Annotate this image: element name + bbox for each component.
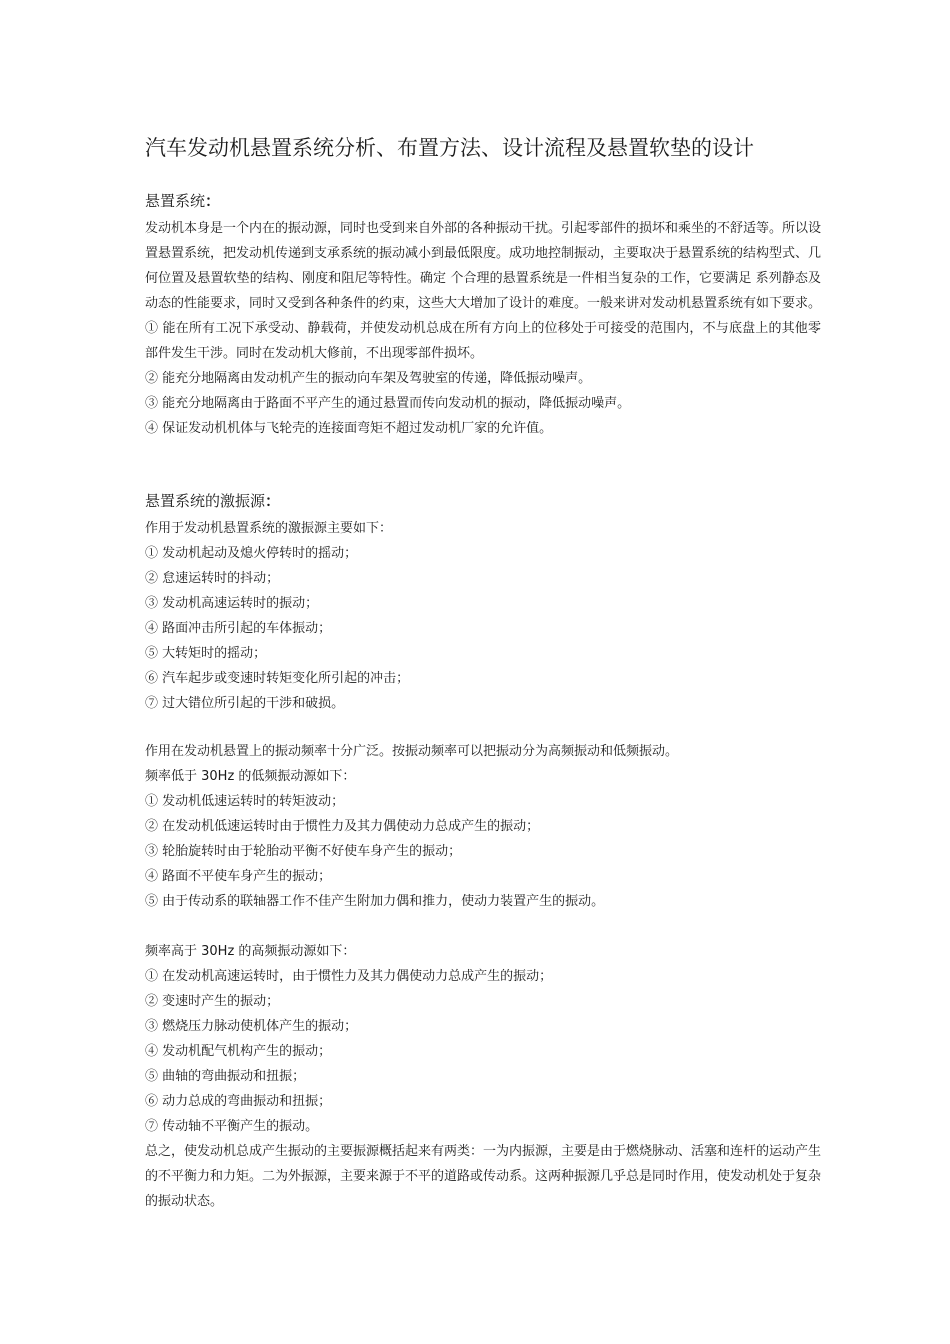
low-frequency-heading (145, 764, 821, 789)
low-frequency-value: 30Hz (201, 769, 235, 784)
section-heading (145, 490, 821, 516)
high-frequency-value: 30Hz (201, 944, 235, 959)
section-heading (145, 190, 821, 216)
item-text: 在发动机低速运转时由于惯性力及其力偶使动力总成产生的振动； (162, 819, 540, 834)
section-heading-text: 悬置系统 (145, 192, 206, 210)
item-number: ① (145, 321, 159, 336)
item-number: ⑥ (145, 1094, 159, 1109)
document-title: 汽车发动机悬置系统分析、布置方法、设计流程及悬置软垫的设计 (145, 136, 754, 161)
item-number: ① (145, 546, 159, 561)
item-text: 怠速运转时的抖动； (162, 571, 280, 586)
item-text: 发动机低速运转时的转矩波动； (162, 794, 345, 809)
item-text: 过大错位所引起的干涉和破损。 (162, 696, 345, 711)
high-frequency-item (145, 1114, 821, 1139)
item-text: 轮胎旋转时由于轮胎动平衡不好使车身产生的振动； (162, 844, 462, 859)
high-frequency-heading-post: 的高频振动源如下： (234, 944, 356, 959)
high-frequency-item (145, 1089, 821, 1114)
source-item (145, 616, 821, 641)
item-number: ③ (145, 844, 159, 859)
requirement-item (145, 391, 821, 416)
frequency-intro: 作用在发动机悬置上的振动频率十分广泛。按振动频率可以把振动分为高频振动和低频振动。 (145, 744, 679, 759)
item-text: 能在所有工况下承受动、静载荷，并使发动机总成在所有方向上的位移处于可接受的范围内，不与底盘上的其他零部件发生干涉。同时在发动机大修前，不出现零部件损坏。 (145, 321, 821, 361)
item-text: 在发动机高速运转时，由于惯性力及其力偶使动力总成产生的振动； (162, 969, 553, 984)
item-text: 保证发动机机体与飞轮壳的连接面弯矩不超过发动机厂家的允许值。 (162, 421, 553, 436)
item-number: ① (145, 969, 159, 984)
item-text: 能充分地隔离由于路面不平产生的通过悬置而传向发动机的振动，降低振动噪声。 (162, 396, 631, 411)
section-suspension-system (145, 190, 821, 441)
high-frequency-item (145, 1014, 821, 1039)
item-number: ① (145, 794, 159, 809)
item-number: ⑥ (145, 671, 159, 686)
item-number: ② (145, 819, 159, 834)
source-item (145, 691, 821, 716)
source-item (145, 566, 821, 591)
item-number: ④ (145, 869, 159, 884)
item-text: 路面冲击所引起的车体振动； (162, 621, 332, 636)
source-item (145, 666, 821, 691)
low-frequency-item (145, 889, 821, 914)
source-item (145, 541, 821, 566)
item-number: ⑤ (145, 646, 159, 661)
item-text: 燃烧压力脉动使机体产生的振动； (162, 1019, 358, 1034)
low-frequency-heading-pre: 频率低于 (145, 769, 202, 784)
item-text: 发动机起动及熄火停转时的摇动； (162, 546, 358, 561)
high-frequency-item (145, 989, 821, 1014)
source-item (145, 641, 821, 666)
item-number: ② (145, 371, 159, 386)
item-number: ③ (145, 596, 159, 611)
item-number: ⑤ (145, 894, 159, 909)
low-frequency-item (145, 864, 821, 889)
section-frequency-sources (145, 739, 821, 1214)
item-text: 传动轴不平衡产生的振动。 (162, 1119, 319, 1134)
item-number: ④ (145, 421, 159, 436)
requirement-item (145, 316, 821, 366)
high-frequency-item (145, 1064, 821, 1089)
item-number: ⑤ (145, 1069, 159, 1084)
item-text: 变速时产生的振动； (162, 994, 280, 1009)
high-frequency-heading-pre: 频率高于 (145, 944, 202, 959)
item-text: 路面不平使车身产生的振动； (162, 869, 332, 884)
item-text: 由于传动系的联轴器工作不佳产生附加力偶和推力，使动力装置产生的振动。 (162, 894, 605, 909)
item-text: 发动机配气机构产生的振动； (162, 1044, 332, 1059)
item-number: ⑦ (145, 696, 159, 711)
item-text: 曲轴的弯曲振动和扭振； (162, 1069, 306, 1084)
intro-paragraph: 发动机本身是一个内在的振动源，同时也受到来自外部的各种振动干扰。引起零部件的损坏和乘坐的不舒适等。所以设置悬置系统，把发动机传递到支承系统的振动减小到最低限度。成功地控制振动，主要取决于悬置系统的结构型式、几何位置及悬置软垫的结构、刚度和阻尼等特性。确定 个合理的悬置系统是一件相当复杂的工作，它要满足 系列静态及动态的性能要求，同时又受到各种条件的约束，这些大大增加了设计的难度。一般来讲对发动机悬置系统有如下要求。 (145, 221, 822, 311)
intro-line: 作用于发动机悬置系统的激振源主要如下： (145, 521, 393, 536)
item-text: 动力总成的弯曲振动和扭振； (162, 1094, 332, 1109)
item-text: 大转矩时的摇动； (162, 646, 267, 661)
requirement-item (145, 366, 821, 391)
high-frequency-item (145, 964, 821, 989)
item-number: ⑦ (145, 1119, 159, 1134)
low-frequency-item (145, 814, 821, 839)
high-frequency-heading (145, 939, 821, 964)
section-heading-colon: ： (265, 492, 281, 510)
low-frequency-heading-post: 的低频振动源如下： (234, 769, 356, 784)
summary-paragraph: 总之，使发动机总成产生振动的主要振源概括起来有两类：一为内振源，主要是由于燃烧脉动、活塞和连杆的运动产生的不平衡力和力矩。二为外振源，主要来源于不平的道路或传动系。这两种振源几乎总是同时作用，使发动机处于复杂的振动状态。 (145, 1144, 822, 1209)
blank-line (145, 914, 821, 939)
item-number: ④ (145, 1044, 159, 1059)
item-text: 发动机高速运转时的振动； (162, 596, 319, 611)
requirement-item (145, 416, 821, 441)
item-text: 能充分地隔离由发动机产生的振动向车架及驾驶室的传递，降低振动噪声。 (162, 371, 592, 386)
high-frequency-item (145, 1039, 821, 1064)
low-frequency-item (145, 789, 821, 814)
item-text: 汽车起步或变速时转矩变化所引起的冲击； (162, 671, 410, 686)
item-number: ② (145, 571, 159, 586)
source-item (145, 591, 821, 616)
section-heading-colon: ： (205, 192, 221, 210)
section-heading-text: 悬置系统的激振源 (145, 492, 266, 510)
item-number: ② (145, 994, 159, 1009)
item-number: ③ (145, 396, 159, 411)
item-number: ③ (145, 1019, 159, 1034)
section-excitation-sources (145, 490, 821, 716)
item-number: ④ (145, 621, 159, 636)
low-frequency-item (145, 839, 821, 864)
